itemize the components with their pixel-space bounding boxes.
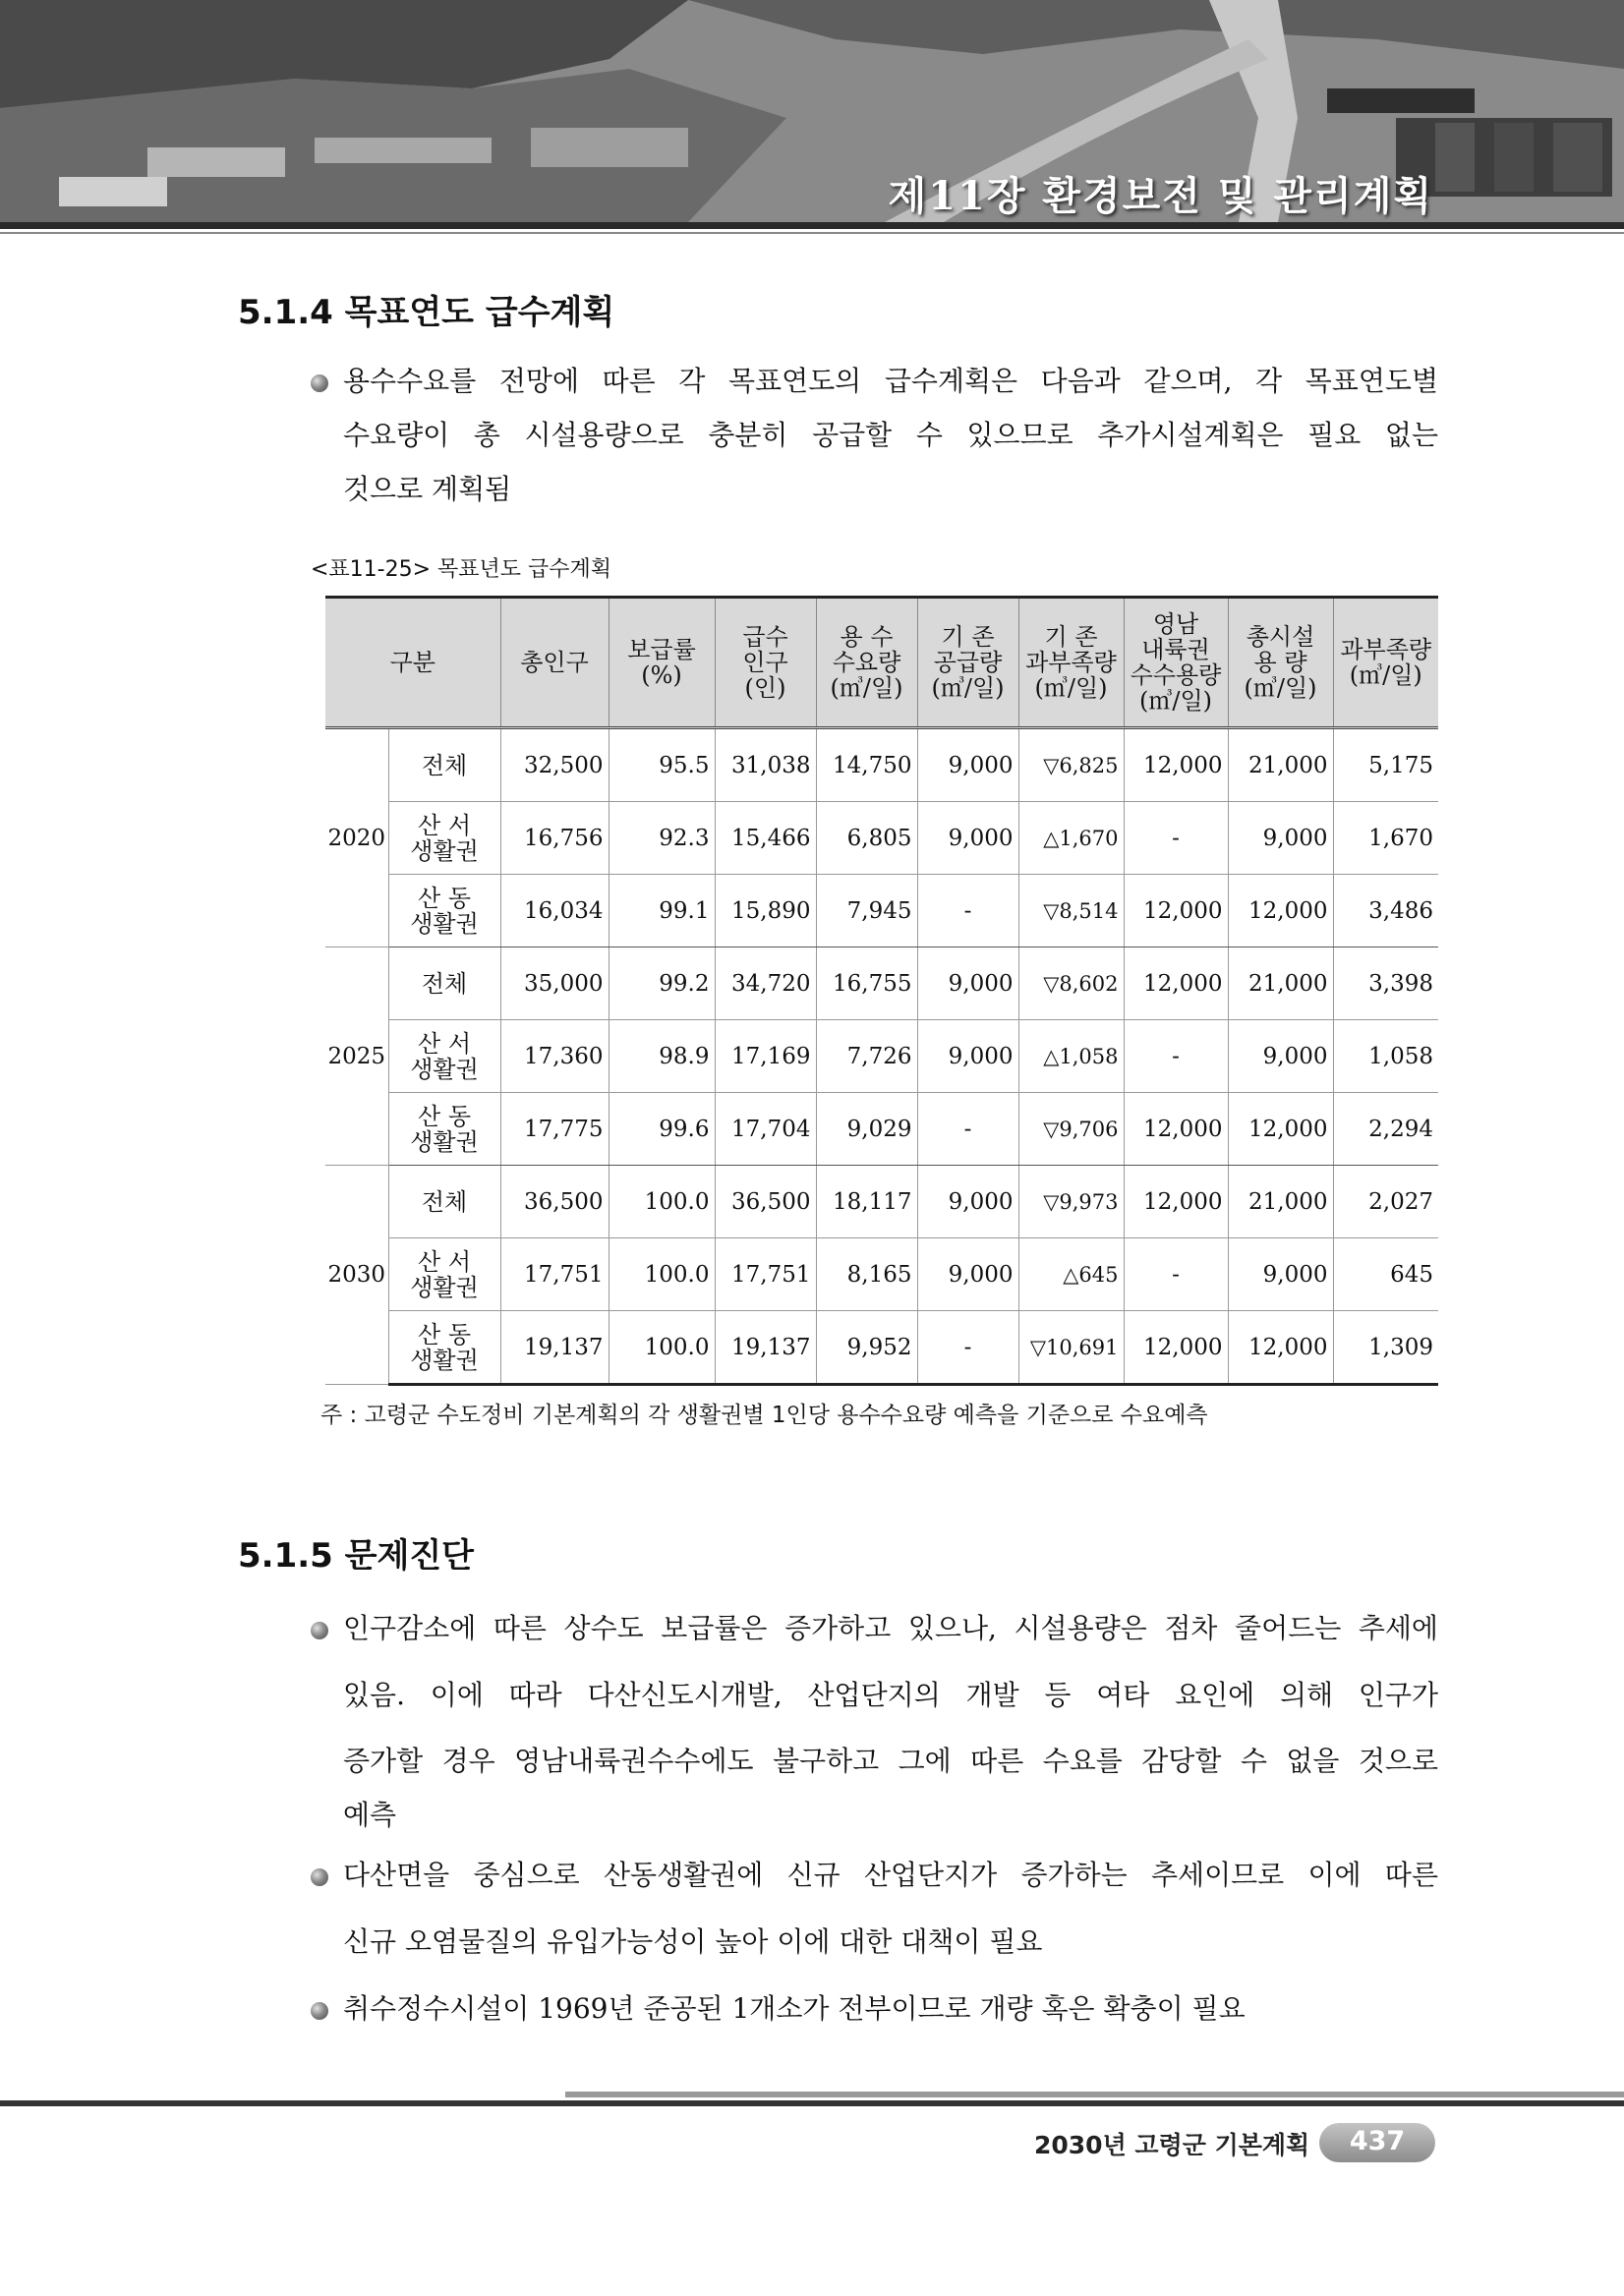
paragraph-line: 인구감소에 따른 상수도 보급률은 증가하고 있으나, 시설용량은 점차 줄어드는 추세에 [343,1612,1438,1644]
header-supply-rate: 보급률 (%) [609,598,715,728]
table-row [325,947,1438,1020]
total-capacity-cell: 9,000 [1228,1020,1333,1093]
existing-supply-cell: 9,000 [917,1020,1018,1093]
supply-rate-cell: 98.9 [609,1020,715,1093]
total-capacity-cell: 12,000 [1228,1311,1333,1385]
existing-balance-cell: ▽10,691 [1018,1311,1124,1385]
header-yeongnam-capacity: 영남 내륙권 수수용량 (㎥/일) [1124,598,1228,728]
supply-rate-cell: 95.5 [609,728,715,802]
paragraph-line: 있음. 이에 따라 다산신도시개발, 산업단지의 개발 등 여타 요인에 의해 인구가 [343,1679,1438,1711]
header-demand: 용 수 수요량 (㎥/일) [816,598,917,728]
served-pop-cell: 17,751 [715,1238,816,1311]
demand-cell: 14,750 [816,728,917,802]
header-banner [0,0,1624,222]
supply-rate-cell: 99.2 [609,947,715,1020]
yeongnam-cell: - [1124,1238,1228,1311]
region-cell: 산 동 생활권 [388,1093,500,1166]
paragraph-line: 신규 오염물질의 유입가능성이 높아 이에 대한 대책이 필요 [343,1925,1043,1958]
total-pop-cell: 16,034 [500,875,609,947]
total-capacity-cell: 12,000 [1228,875,1333,947]
final-balance-cell: 3,398 [1333,947,1438,1020]
demand-cell: 8,165 [816,1238,917,1311]
demand-cell: 9,029 [816,1093,917,1166]
region-cell: 산 서 생활권 [388,1020,500,1093]
bullet-icon [311,1622,328,1639]
existing-supply-cell: 9,000 [917,947,1018,1020]
final-balance-cell: 1,058 [1333,1020,1438,1093]
existing-balance-cell: △1,670 [1018,802,1124,875]
total-pop-cell: 17,751 [500,1238,609,1311]
served-pop-cell: 36,500 [715,1166,816,1238]
section-heading-5-1-5: 5.1.5 문제진단 [238,1536,475,1576]
header-served-pop: 급수 인구 (인) [715,598,816,728]
paragraph-line: 수요량이 총 시설용량으로 충분히 공급할 수 있으므로 추가시설계획은 필요 없는 [343,419,1438,451]
year-cell: 2030 [325,1166,388,1385]
region-cell: 전체 [388,728,500,802]
supply-rate-cell: 100.0 [609,1166,715,1238]
total-capacity-cell: 12,000 [1228,1093,1333,1166]
bullet-icon [311,1868,328,1886]
region-cell: 전체 [388,1166,500,1238]
supply-rate-cell: 100.0 [609,1311,715,1385]
yeongnam-cell: 12,000 [1124,1093,1228,1166]
table-note: 주 : 고령군 수도정비 기본계획의 각 생활권별 1인당 용수수요량 예측을 기준으로 수요예측 [320,1403,1208,1428]
table-row [325,875,1438,947]
paragraph-line: 것으로 계획됨 [343,473,512,505]
served-pop-cell: 34,720 [715,947,816,1020]
year-cell: 2025 [325,947,388,1166]
total-capacity-cell: 9,000 [1228,1238,1333,1311]
total-capacity-cell: 21,000 [1228,728,1333,802]
existing-supply-cell: 9,000 [917,802,1018,875]
demand-cell: 18,117 [816,1166,917,1238]
header-existing-balance: 기 존 과부족량 (㎥/일) [1018,598,1124,728]
footer-rule-gray [565,2092,1624,2097]
yeongnam-cell: 12,000 [1124,1166,1228,1238]
paragraph-line: 용수수요를 전망에 따른 각 목표연도의 급수계획은 다음과 같으며, 각 목표연도별 [343,365,1438,397]
existing-supply-cell: 9,000 [917,1166,1018,1238]
served-pop-cell: 17,704 [715,1093,816,1166]
paragraph-line: 증가할 경우 영남내륙권수수에도 불구하고 그에 따른 수요를 감당할 수 없을 것으로 [343,1745,1438,1777]
demand-cell: 16,755 [816,947,917,1020]
demand-cell: 9,952 [816,1311,917,1385]
total-pop-cell: 36,500 [500,1166,609,1238]
final-balance-cell: 2,027 [1333,1166,1438,1238]
table-row [325,1166,1438,1238]
bullet-icon [311,2002,328,2020]
header-gubun: 구분 [325,598,500,728]
region-cell: 산 동 생활권 [388,875,500,947]
existing-supply-cell: 9,000 [917,728,1018,802]
region-cell: 산 서 생활권 [388,1238,500,1311]
table-row [325,802,1438,875]
table-row [325,1020,1438,1093]
final-balance-cell: 645 [1333,1238,1438,1311]
yeongnam-cell: 12,000 [1124,875,1228,947]
supply-rate-cell: 100.0 [609,1238,715,1311]
table-row [325,1238,1438,1311]
total-pop-cell: 35,000 [500,947,609,1020]
existing-balance-cell: ▽9,973 [1018,1166,1124,1238]
served-pop-cell: 31,038 [715,728,816,802]
demand-cell: 7,945 [816,875,917,947]
existing-balance-cell: ▽8,514 [1018,875,1124,947]
region-cell: 산 서 생활권 [388,802,500,875]
table-caption: <표11-25> 목표년도 급수계획 [311,557,612,582]
paragraph-line: 예측 [343,1799,397,1831]
bullet-icon [311,374,328,392]
existing-supply-cell: - [917,1093,1018,1166]
table-row [325,1093,1438,1166]
total-capacity-cell: 21,000 [1228,947,1333,1020]
served-pop-cell: 17,169 [715,1020,816,1093]
header-total-capacity: 총시설 용 량 (㎥/일) [1228,598,1333,728]
existing-balance-cell: ▽8,602 [1018,947,1124,1020]
footer-rule [0,2100,1624,2106]
total-pop-cell: 17,775 [500,1093,609,1166]
chapter-title: 제11장 환경보전 및 관리계획 [888,173,1433,219]
total-pop-cell: 16,756 [500,802,609,875]
served-pop-cell: 19,137 [715,1311,816,1385]
section-heading-5-1-4: 5.1.4 목표연도 급수계획 [238,293,615,332]
year-cell: 2020 [325,728,388,947]
table-row [325,1311,1438,1385]
supply-rate-cell: 99.6 [609,1093,715,1166]
existing-balance-cell: ▽9,706 [1018,1093,1124,1166]
total-pop-cell: 19,137 [500,1311,609,1385]
header-total-pop: 총인구 [500,598,609,728]
final-balance-cell: 2,294 [1333,1093,1438,1166]
total-capacity-cell: 21,000 [1228,1166,1333,1238]
page-number: 437 [1349,2126,1406,2156]
header-final-balance: 과부족량 (㎥/일) [1333,598,1438,728]
paragraph-line: 취수정수시설이 1969년 준공된 1개소가 전부이므로 개량 혹은 확충이 필요 [343,1992,1246,2025]
existing-balance-cell: △1,058 [1018,1020,1124,1093]
served-pop-cell: 15,466 [715,802,816,875]
paragraph-line: 다산면을 중심으로 산동생활권에 신규 산업단지가 증가하는 추세이므로 이에 따른 [343,1859,1438,1891]
total-capacity-cell: 9,000 [1228,802,1333,875]
final-balance-cell: 1,309 [1333,1311,1438,1385]
existing-supply-cell: - [917,875,1018,947]
demand-cell: 6,805 [816,802,917,875]
demand-cell: 7,726 [816,1020,917,1093]
yeongnam-cell: - [1124,1020,1228,1093]
served-pop-cell: 15,890 [715,875,816,947]
final-balance-cell: 3,486 [1333,875,1438,947]
region-cell: 산 동 생활권 [388,1311,500,1385]
yeongnam-cell: 12,000 [1124,947,1228,1020]
existing-balance-cell: △645 [1018,1238,1124,1311]
total-pop-cell: 17,360 [500,1020,609,1093]
final-balance-cell: 1,670 [1333,802,1438,875]
final-balance-cell: 5,175 [1333,728,1438,802]
supply-rate-cell: 99.1 [609,875,715,947]
table-row [325,728,1438,802]
supply-rate-cell: 92.3 [609,802,715,875]
region-cell: 전체 [388,947,500,1020]
total-pop-cell: 32,500 [500,728,609,802]
existing-balance-cell: ▽6,825 [1018,728,1124,802]
existing-supply-cell: - [917,1311,1018,1385]
existing-supply-cell: 9,000 [917,1238,1018,1311]
footer-book-title: 2030년 고령군 기본계획 [1034,2131,1310,2159]
header-rule [0,222,1624,229]
yeongnam-cell: - [1124,802,1228,875]
water-supply-plan-table [325,596,1438,1386]
yeongnam-cell: 12,000 [1124,728,1228,802]
header-existing-supply: 기 존 공급량 (㎥/일) [917,598,1018,728]
header-rule-thin [0,232,1624,234]
table-header-row [325,598,1438,728]
yeongnam-cell: 12,000 [1124,1311,1228,1385]
